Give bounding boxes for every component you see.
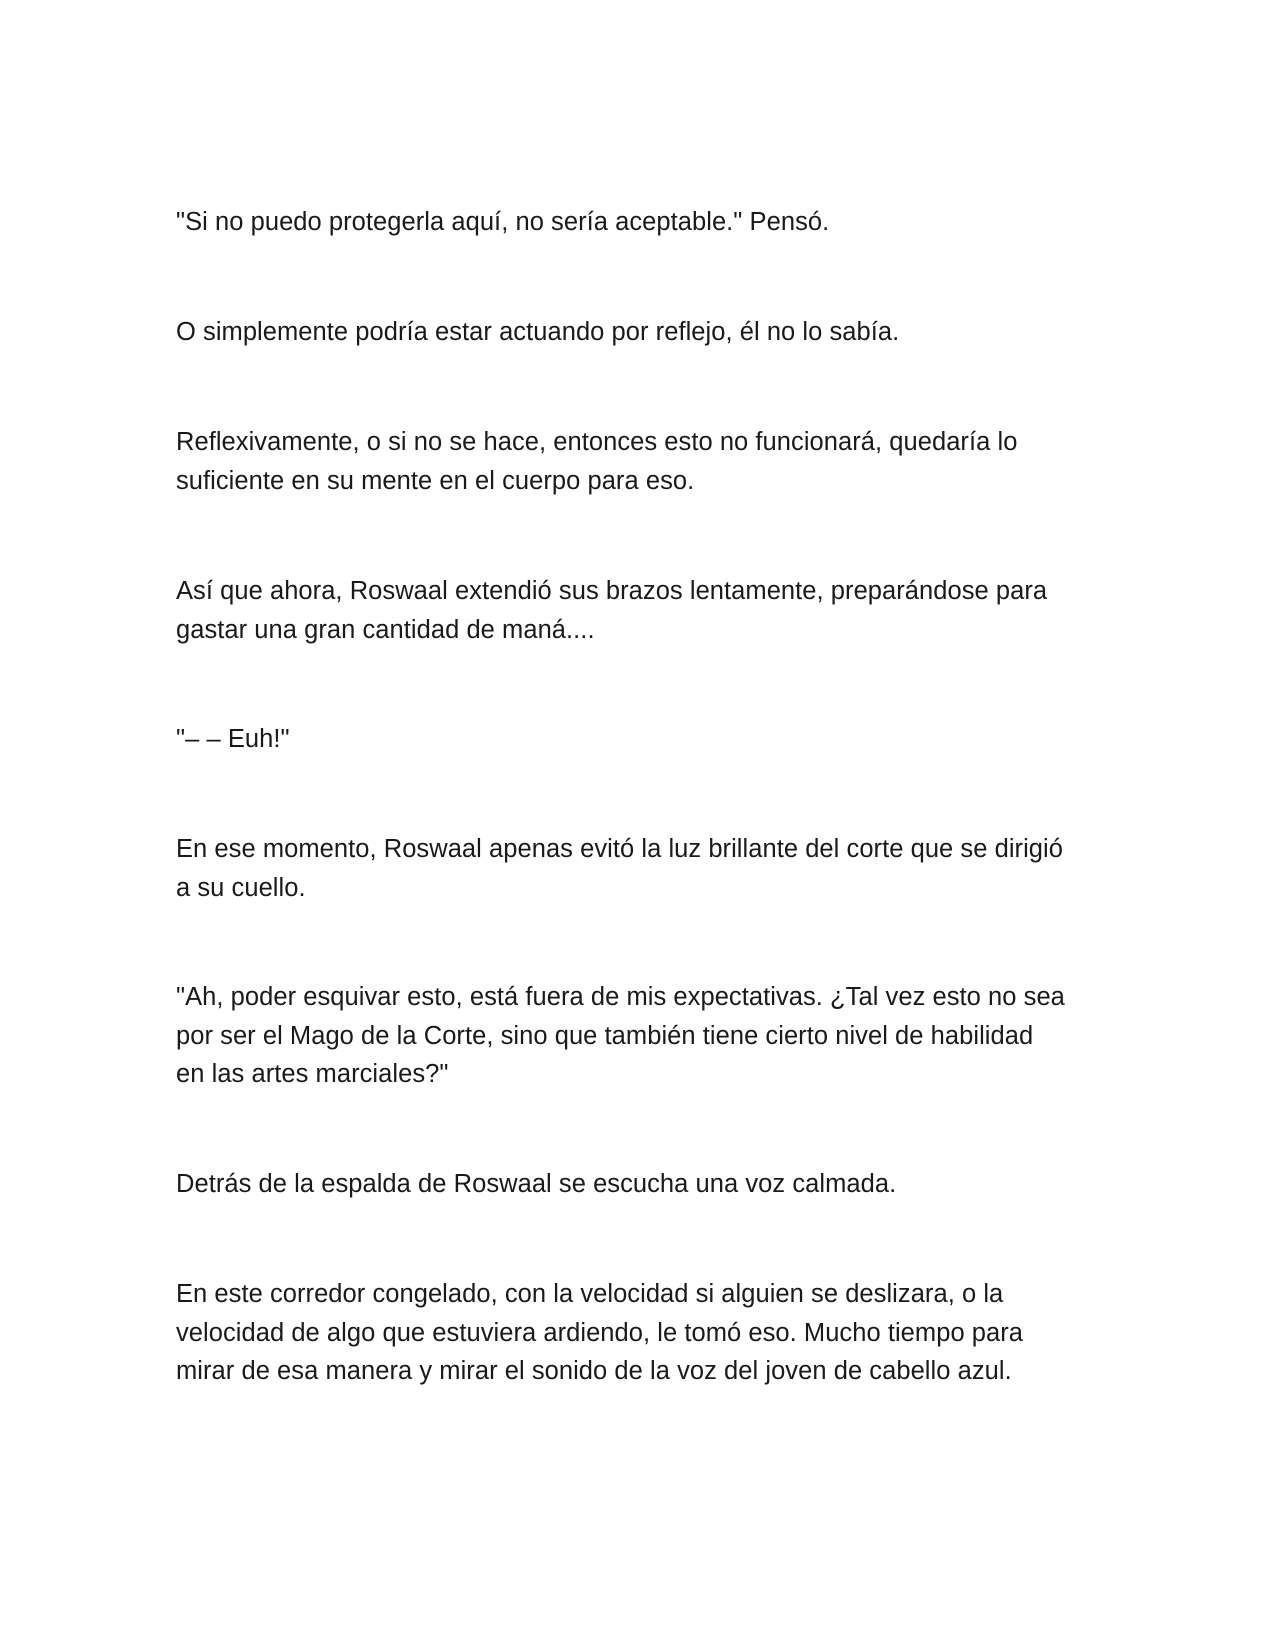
paragraph-5: "– – Euh!": [176, 725, 290, 753]
paragraph-3: Reflexivamente, o si no se hace, entonces esto no funcionará, quedaría lo suficiente en su mente en el cuerpo para eso.: [176, 428, 1018, 495]
paragraph-1: "Si no puedo protegerla aquí, no sería aceptable." Pensó.: [176, 208, 830, 236]
paragraph-9: En este corredor congelado, con la velocidad si alguien se deslizara, o la velocidad de algo que estuviera ardiendo, le tomó eso. Mucho tiempo para mirar de esa manera y mirar el sonido de la voz del joven de cabello azul.: [176, 1280, 1024, 1385]
paragraph-6: En ese momento, Roswaal apenas evitó la luz brillante del corte que se dirigió a su cuello.: [176, 835, 1063, 902]
paragraph-2: O simplemente podría estar actuando por reflejo, él no lo sabía.: [176, 318, 900, 346]
paragraph-7: "Ah, poder esquivar esto, está fuera de mis expectativas. ¿Tal vez esto no sea por ser el Mago de la Corte, sino que también tiene cierto nivel de habilidad en las artes marciales?": [176, 983, 1065, 1088]
paragraph-8: Detrás de la espalda de Roswaal se escucha una voz calmada.: [176, 1170, 897, 1198]
paragraph-4: Así que ahora, Roswaal extendió sus brazos lentamente, preparándose para gastar una gran cantidad de maná....: [176, 577, 1048, 644]
